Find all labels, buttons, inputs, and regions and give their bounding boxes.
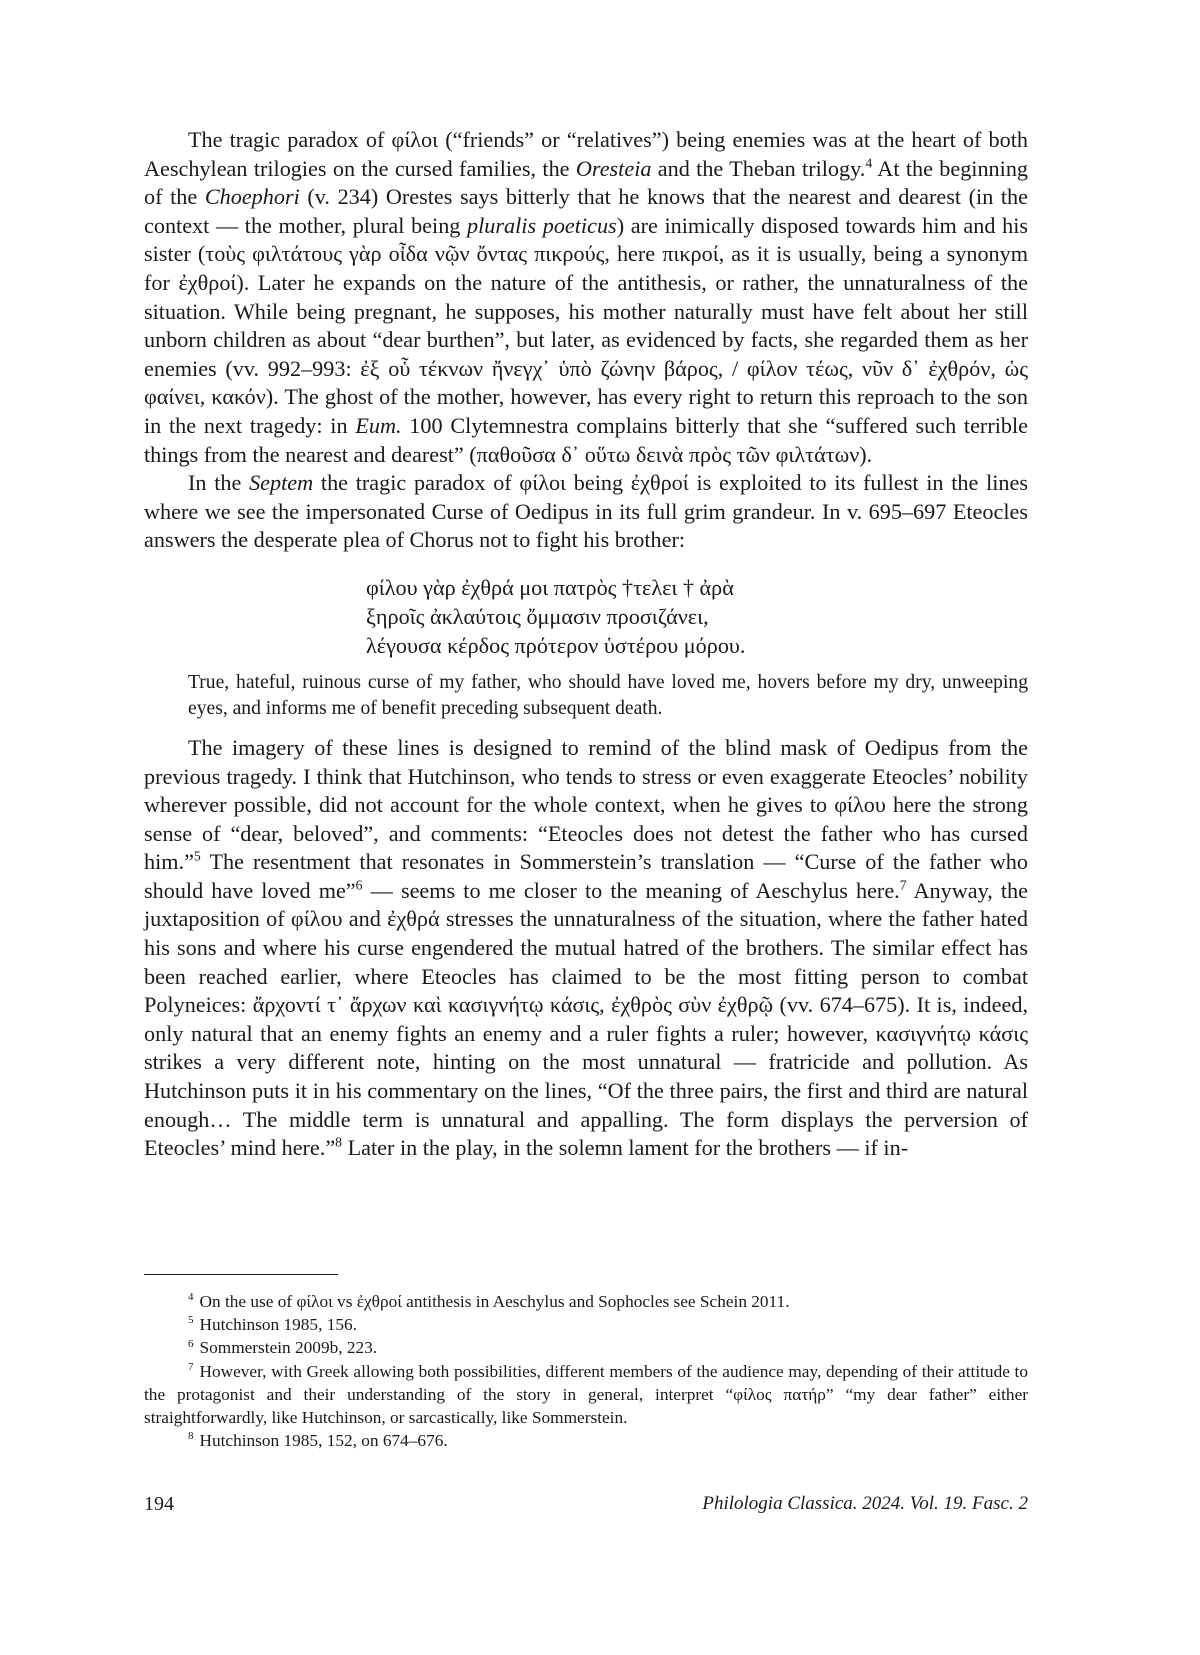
footnote-number: 5 [188, 1314, 194, 1327]
verse-line: ξηροῖς ἀκλαύτοις ὄμμασιν προσιζάνει, [366, 603, 709, 629]
footnote-number: 7 [188, 1360, 194, 1373]
paragraph-text: (v. 234) Orestes says bitterly that he knows that the nearest and dearest (in the context — the mother, plural being [144, 184, 1029, 238]
paragraph-text: the tragic paradox of φίλοι being ἐχθροί is exploited to its fullest in the lines where we see the impersonated Curse of Oedipus in its full grim grandeur. In v. 695–697 Eteocles answers the desperate plea of Chorus not to fight his brother: [144, 470, 1028, 553]
footnote-ref-8[interactable]: 8 [335, 1134, 343, 1150]
paragraph-text: Anyway, the juxtaposition of φίλου and ἐχθρά stresses the unnaturalness of the situation, where the father hated his sons and where his curse engendered the mutual hatred of the brothers. The similar effect has been reached earlier, where Eteocles has claimed to be the most fitting person to combat Polyneices: ἄρχοντί τ᾽ ἄρχων καὶ κασιγνήτῳ κάσις, ἐχθρὸς σὺν ἐχθρῷ (vv. 674–675). It is, indeed, only natural that an enemy fights an enemy and a ruler fights a ruler; however, κασιγνήτῳ κάσις strikes a very different note, hinting on the most unnatural — fratricide and pollution. As Hutchinson puts it in his commentary on the lines, “Of the three pairs, the first and third are natural enough… The middle term is unnatural and appalling. The form displays the perversion of Eteocles’ mind here.” [144, 877, 1028, 1161]
title-oresteia: Oresteia [575, 155, 652, 181]
footnote-4 [144, 1290, 1028, 1313]
footnote-text: On the use of φίλοι vs ἐχθροί antithesis in Aeschylus and Sophocles see Schein 2011. [199, 1292, 790, 1311]
title-septem: Septem [249, 470, 314, 496]
verse-line: λέγουσα κέρδος πρότερον ὑστέρου μόρου. [366, 632, 746, 658]
verse-line: φίλου γὰρ ἐχθρά μοι πατρὸς †τελει † ἀρὰ [366, 574, 734, 600]
paragraph-text: In the [188, 470, 250, 496]
paragraph-text: ) are inimically disposed towards him and his sister (τοὺς φιλτάτους γὰρ οἶδα νῷν ὄντας πικρούς, here πικροί, as it is usually, being a synonym for ἐχθροί). Later he expands on the nature of the antithesis, or rather, the unnaturalness of the situation. While being pregnant, he supposes, his mother naturally must have felt about her still unborn children as about “dear burthen”, but later, as evidenced by facts, she regarded them as her enemies (vv. 992–993: ἐξ οὗ τέκνων ἤνεγχ᾽ ὑπὸ ζώνην βάρος, / φίλον τέως, νῦν δ᾽ ἐχθρόν, ὡς φαίνει, κακόν). The ghost of the mother, however, has every right to return this reproach to the son in the next tragedy: in [144, 212, 1029, 438]
footnote-text: Hutchinson 1985, 152, on 674–676. [199, 1431, 448, 1451]
term-pluralis-poeticus: pluralis poeticus [467, 212, 617, 238]
footnote-divider [144, 1274, 338, 1275]
verse-translation: True, hateful, ruinous curse of my father, who should have loved me, hovers before my dry, unweeping eyes, and informs me of benefit preceding subsequent death. [188, 671, 1028, 719]
footnote-7 [144, 1360, 1028, 1430]
footnote-ref-7[interactable]: 7 [899, 877, 907, 893]
paragraph-2 [144, 469, 1028, 555]
paragraph-3 [144, 734, 1028, 1163]
title-choephori: Choephori [204, 184, 300, 210]
footnote-6 [144, 1336, 1028, 1359]
footnote-ref-6[interactable]: 6 [355, 877, 363, 893]
footnote-5 [144, 1313, 1028, 1336]
footnote-number: 6 [188, 1337, 194, 1350]
paragraph-text: — seems to me closer to the meaning of Aeschylus here. [362, 877, 900, 903]
main-text [144, 126, 1028, 1163]
paragraph-text: and the Theban trilogy. [651, 155, 866, 181]
footnote-number: 4 [188, 1291, 194, 1304]
footnote-text: Hutchinson 1985, 156. [199, 1315, 357, 1335]
footnote-ref-4[interactable]: 4 [865, 155, 873, 171]
footnote-ref-5[interactable]: 5 [193, 848, 201, 864]
greek-verse-quote [366, 573, 1028, 660]
paragraph-text: The imagery of these lines is designed to remind of the blind mask of Oedipus from the previous tragedy. I think that Hutchinson, who tends to stress or even exaggerate Eteocles’ nobility wherever possible, did not account for the whole context, when he gives to φίλου here the strong sense of “dear, beloved”, and comments: “Eteocles does not detest the father who has cursed him.” [144, 734, 1028, 875]
footnotes [144, 1290, 1028, 1452]
footnote-number: 8 [188, 1430, 194, 1443]
title-eumenides: Eum. [355, 412, 402, 438]
paragraph-text: 100 Clytemnestra complains bitterly that she “suffered such terrible things from the nearest and dearest” (παθοῦσα δ᾽ οὕτω δεινὰ πρὸς τῶν φιλτάτων). [144, 412, 1028, 467]
paragraph-text: The tragic paradox of φίλοι (“friends” or “relatives”) being enemies was at the heart of both Aeschylean trilogies on the cursed families, the [144, 127, 1028, 181]
page-number: 194 [144, 1493, 174, 1515]
paragraph-text: Later in the play, in the solemn lament for the brothers — if in- [342, 1135, 909, 1161]
journal-citation: Philologia Classica. 2024. Vol. 19. Fasc. 2 [702, 1493, 1028, 1514]
footnote-text: However, with Greek allowing both possibilities, different members of the audience may, depending of their attitude to the protagonist and their understanding of the story in general, interpret “φίλος πατήρ” “my dear father” either straightforwardly, like Hutchinson, or sarcastically, like Sommerstein. [144, 1361, 1028, 1428]
footnote-8 [144, 1429, 1028, 1452]
paragraph-text: At the beginning of the [144, 155, 1029, 210]
footnote-text: Sommerstein 2009b, 223. [199, 1338, 378, 1358]
paragraph-1 [144, 126, 1028, 469]
paragraph-text: The resentment that resonates in Sommerstein’s translation — “Curse of the father who should have loved me” [144, 849, 1028, 903]
